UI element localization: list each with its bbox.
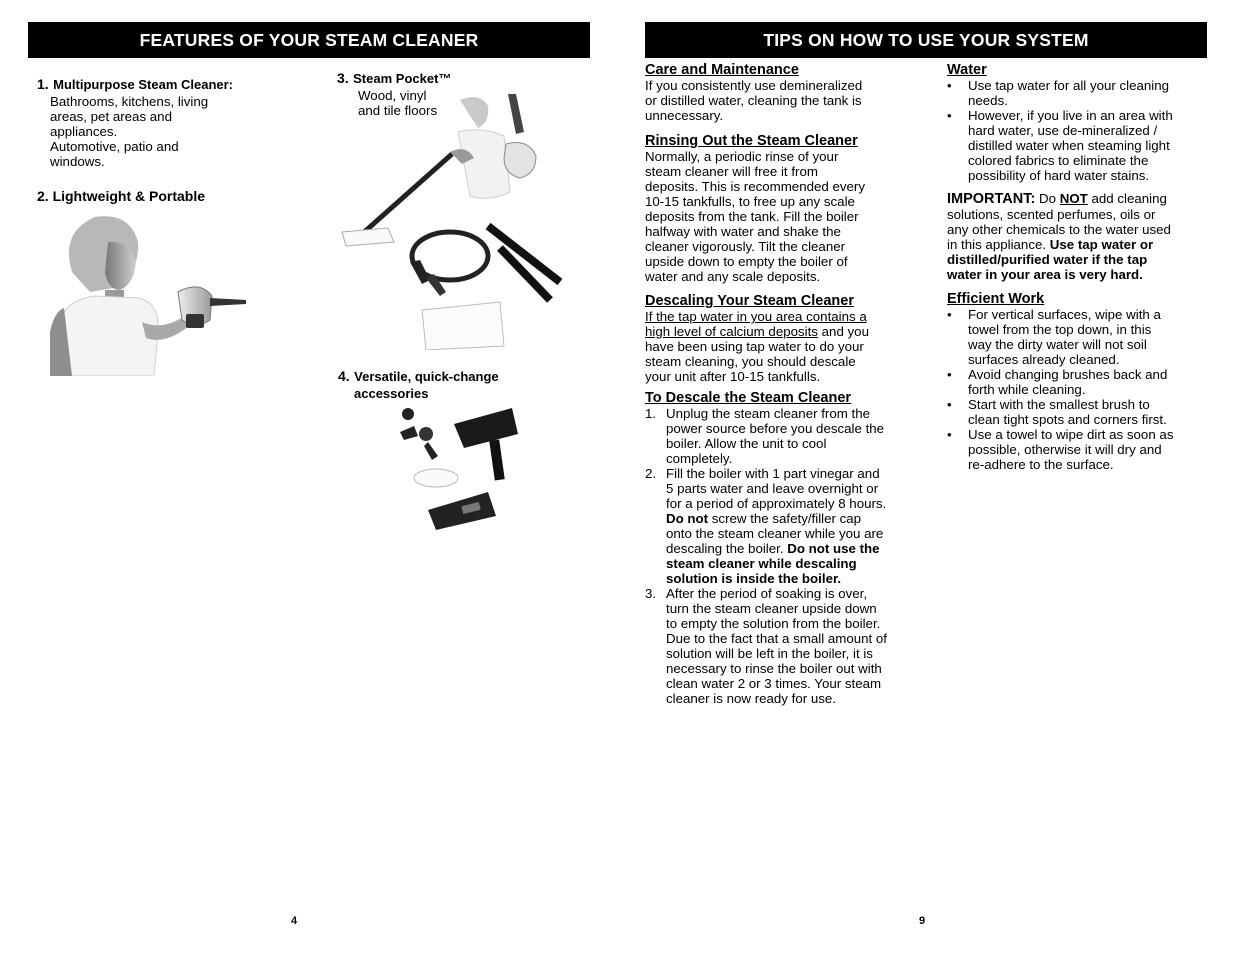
step-line: 5 parts water and leave overnight or	[666, 481, 879, 496]
feature-4-number: 4.	[338, 368, 350, 384]
descale-step-3	[645, 586, 915, 706]
step-number: 2.	[645, 466, 657, 481]
important-line: any other chemicals to the water used	[947, 222, 1171, 237]
step-text: screw the safety/filler cap	[708, 511, 862, 526]
feature-1-title: Multipurpose Steam Cleaner:	[53, 77, 234, 92]
feature-4-title: Versatile, quick-change	[354, 369, 499, 384]
step-line: steam cleaner while descaling	[666, 556, 857, 571]
step-line: completely.	[666, 451, 733, 466]
to-descale-heading: To Descale the Steam Cleaner	[645, 390, 852, 406]
tips-header-text: TIPS ON HOW TO USE YOUR SYSTEM	[763, 30, 1089, 50]
bullet-line: clean tight spots and corners first.	[968, 412, 1167, 427]
bullet-line: Avoid changing brushes back and	[968, 367, 1168, 382]
step-line: turn the steam cleaner upside down	[666, 601, 877, 616]
efficient-bullet	[947, 397, 1207, 427]
important-bold: Use tap water or	[1049, 237, 1154, 252]
step-line: Due to the fact that a small amount of	[666, 631, 887, 646]
descaling-rest: and you	[817, 324, 869, 339]
step-text: descaling the boiler.	[666, 541, 788, 556]
rinse-line: halfway with water and shake the	[645, 224, 841, 239]
important-note	[947, 191, 1207, 282]
bullet-line: re-adhere to the surface.	[968, 457, 1114, 472]
bullet-mark: •	[947, 78, 952, 93]
bullet-mark: •	[947, 397, 952, 412]
bullet-line: For vertical surfaces, wipe with a	[968, 307, 1161, 322]
bullet-line: Use tap water for all your cleaning	[968, 78, 1170, 93]
tips-header	[645, 22, 1207, 58]
tips-column-right	[947, 62, 1207, 472]
descale-step-2	[645, 466, 915, 586]
descaling-line	[645, 324, 915, 339]
feature-1-line: Automotive, patio and	[50, 139, 179, 154]
step-line: Fill the boiler with 1 part vinegar and	[666, 466, 880, 481]
step-line: to empty the solution from the boiler.	[666, 616, 881, 631]
feature-3-line: and tile floors	[358, 103, 438, 118]
bullet-line: hard water, use de-mineralized /	[968, 123, 1158, 138]
step-line: After the period of soaking is over,	[666, 586, 868, 601]
step-line: onto the steam cleaner while you are	[666, 526, 884, 541]
feature-1-line: Bathrooms, kitchens, living	[50, 94, 209, 109]
feature-3-number: 3.	[337, 70, 349, 86]
bullet-line: possible, otherwise it will dry and	[968, 442, 1162, 457]
important-line: water in your area is very hard.	[947, 267, 1143, 282]
step-number: 1.	[645, 406, 657, 421]
feature-4	[338, 368, 558, 401]
bullet-line: However, if you live in an area with	[968, 108, 1173, 123]
bullet-line: colored fabrics to eliminate the	[968, 153, 1149, 168]
bullet-line: Use a towel to wipe dirt as soon as	[968, 427, 1174, 442]
bullet-line: possibility of hard water stains.	[968, 168, 1150, 183]
water-heading: Water	[947, 62, 987, 78]
bullet-mark: •	[947, 108, 952, 123]
efficient-heading: Efficient Work	[947, 291, 1045, 307]
descaling-line: your unit after 10-15 tankfulls.	[645, 369, 821, 384]
feature-1-line: windows.	[50, 154, 105, 169]
feature-3-line: Wood, vinyl	[358, 88, 427, 103]
bullet-line: Start with the smallest brush to	[968, 397, 1150, 412]
water-bullet	[947, 108, 1207, 183]
important-line	[947, 237, 1207, 252]
step-line: necessary to rinse the boiler out with	[666, 661, 882, 676]
efficient-bullet	[947, 367, 1207, 397]
handheld-steamer-photo	[50, 212, 250, 376]
descaling-line: If the tap water in you area contains a	[645, 309, 867, 324]
bullet-mark: •	[947, 367, 952, 382]
descaling-heading: Descaling Your Steam Cleaner	[645, 293, 854, 309]
step-line: cleaner is now ready for use.	[666, 691, 836, 706]
feature-2	[37, 188, 205, 206]
rinse-line: Normally, a periodic rinse of your	[645, 149, 839, 164]
efficient-bullets	[947, 307, 1207, 472]
step-line: solution will be left in the boiler, it is	[666, 646, 873, 661]
bullet-line: distilled water when steaming light	[968, 138, 1170, 153]
rinse-line: water and any scale deposits.	[645, 269, 821, 284]
rinse-line: deposits. This is recommended every	[645, 179, 865, 194]
step-line	[666, 511, 915, 526]
important-text: add cleaning	[1087, 191, 1167, 206]
descale-steps	[645, 406, 915, 706]
left-page-number: 4	[291, 915, 298, 927]
descaling-line: have been using tap water to do your	[645, 339, 864, 354]
feature-3-title: Steam Pocket™	[353, 71, 452, 86]
descale-step-1	[645, 406, 915, 466]
step-line: solution is inside the boiler.	[666, 571, 842, 586]
rinse-heading: Rinsing Out the Steam Cleaner	[645, 133, 858, 149]
feature-1-number: 1.	[37, 76, 49, 92]
right-page-number: 9	[919, 915, 926, 927]
feature-4-title-line2: accessories	[354, 386, 429, 401]
features-header	[28, 22, 590, 58]
step-bold: Do not	[666, 511, 709, 526]
rinse-line: 10-15 tankfulls, to free up any scale	[645, 194, 855, 209]
step-line: boiler. Allow the unit to cool	[666, 436, 827, 451]
descaling-underlined: high level of calcium deposits	[645, 324, 818, 339]
care-line: unnecessary.	[645, 108, 724, 123]
important-text: Do	[1035, 191, 1060, 206]
step-line: clean water 2 or 3 times. Your steam	[666, 676, 882, 691]
hose-and-pad-accessories-photo	[400, 222, 575, 350]
descaling-line: steam cleaning, you should descale	[645, 354, 856, 369]
feature-1-line: appliances.	[50, 124, 118, 139]
care-heading: Care and Maintenance	[645, 62, 799, 78]
descaling-text	[645, 309, 915, 384]
feature-2-title: 2. Lightweight & Portable	[37, 188, 206, 204]
important-line	[947, 191, 1207, 207]
efficient-bullet	[947, 427, 1207, 472]
rinse-line: upside down to empty the boiler of	[645, 254, 848, 269]
tips-column-left	[645, 62, 915, 706]
step-line: Unplug the steam cleaner from the	[666, 406, 870, 421]
water-bullets	[947, 78, 1207, 183]
bullet-mark: •	[947, 427, 952, 442]
bullet-line: towel from the top down, in this	[968, 322, 1152, 337]
care-line: If you consistently use demineralized	[645, 78, 863, 93]
important-line: distilled/purified water if the tap	[947, 252, 1148, 267]
step-bold: Do not use the	[787, 541, 880, 556]
important-line: solutions, scented perfumes, oils or	[947, 207, 1156, 222]
efficient-bullet	[947, 307, 1207, 367]
rinse-text	[645, 149, 915, 284]
step-line	[666, 541, 915, 556]
feature-1-description	[37, 94, 267, 169]
features-header-text: FEATURES OF YOUR STEAM CLEANER	[139, 30, 479, 50]
rinse-line: cleaner vigorously. Tilt the cleaner	[645, 239, 846, 254]
rinse-line: steam cleaner will free it from	[645, 164, 818, 179]
bullet-line: needs.	[968, 93, 1008, 108]
rinse-line: deposits from the tank. Fill the boiler	[645, 209, 859, 224]
important-text: in this appliance.	[947, 237, 1050, 252]
bullet-line: forth while cleaning.	[968, 382, 1086, 397]
bullet-mark: •	[947, 307, 952, 322]
care-line: or distilled water, cleaning the tank is	[645, 93, 862, 108]
quick-change-accessories-photo	[398, 406, 523, 532]
important-label: IMPORTANT:	[947, 191, 1036, 207]
step-line: power source before you descale the	[666, 421, 885, 436]
feature-1	[37, 76, 267, 169]
care-text	[645, 78, 915, 123]
bullet-line: surfaces already cleaned.	[968, 352, 1120, 367]
feature-1-line: areas, pet areas and	[50, 109, 172, 124]
step-line: for a period of approximately 8 hours.	[666, 496, 887, 511]
step-number: 3.	[645, 586, 657, 601]
bullet-line: way the dirty water will not soil	[968, 337, 1147, 352]
important-not: NOT	[1059, 191, 1088, 206]
water-bullet	[947, 78, 1207, 108]
